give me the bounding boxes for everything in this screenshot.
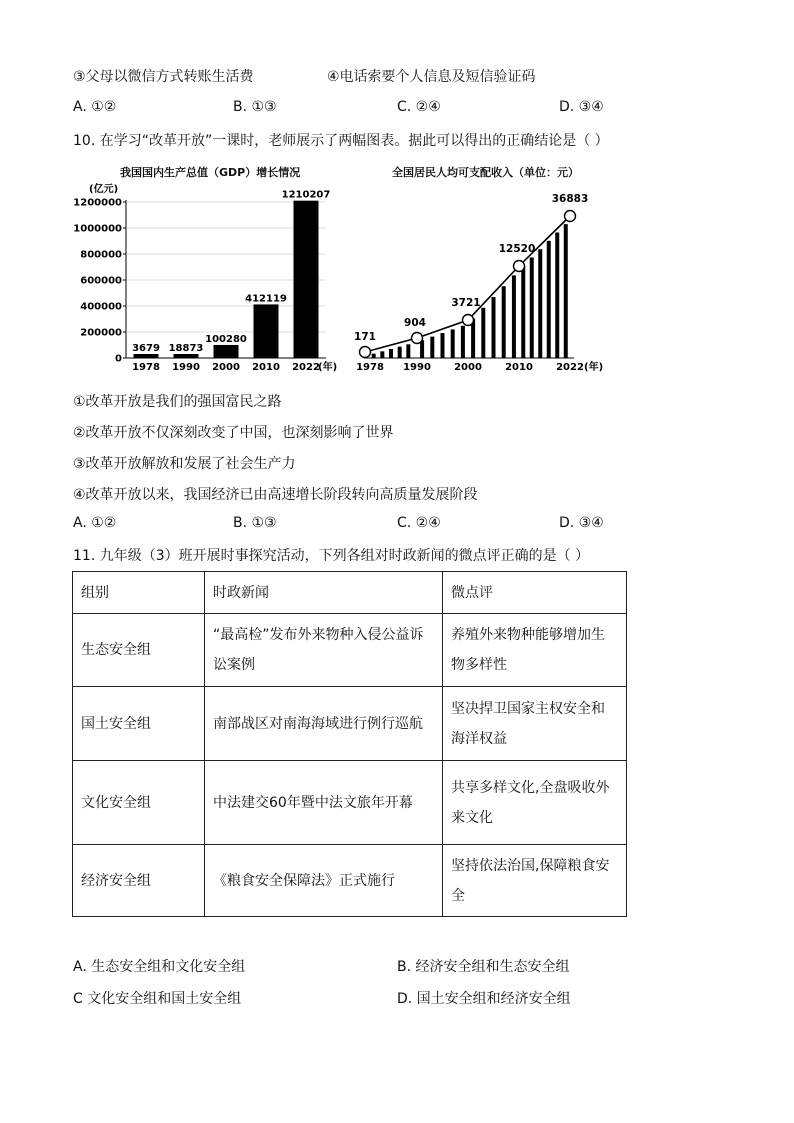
income-data-point — [514, 261, 525, 272]
gdp-bar-value-label: 18873 — [168, 343, 204, 354]
q9-options — [73, 99, 613, 119]
gdp-bar-value-label: 412119 — [245, 293, 287, 305]
income-value-label: 3721 — [451, 297, 481, 309]
income-bar — [564, 224, 568, 358]
header-group: 组别 — [73, 572, 205, 614]
q9-option-d[interactable]: D. ③④ — [559, 99, 604, 115]
income-value-label: 171 — [354, 331, 376, 343]
income-bar — [555, 233, 559, 359]
cell-group: 文化安全组 — [73, 761, 205, 845]
gdp-y-tick-label: 800000 — [80, 249, 122, 261]
income-bar — [441, 333, 445, 358]
q10-option-c[interactable]: C. ②④ — [397, 515, 441, 531]
income-bar — [492, 297, 496, 358]
q10-options — [73, 515, 613, 535]
income-bar — [538, 249, 542, 358]
income-bar — [521, 266, 525, 358]
gdp-y-tick-label: 200000 — [80, 327, 122, 339]
gdp-bar — [174, 354, 199, 358]
gdp-bar — [294, 201, 319, 358]
income-data-point — [412, 333, 423, 344]
gdp-y-tick-label: 0 — [115, 353, 122, 365]
cell-news: 中法建交60年暨中法文旅年开幕 — [205, 761, 443, 845]
gdp-bar-value-label: 3679 — [132, 343, 160, 354]
q10-option-d[interactable]: D. ③④ — [559, 515, 604, 531]
q11-option-c[interactable]: C 文化安全组和国土安全组 — [73, 991, 242, 1007]
q11-option-a[interactable]: A. 生态安全组和文化安全组 — [73, 959, 246, 975]
cell-comment: 养殖外来物种能够增加生物多样性 — [443, 614, 627, 687]
income-bar — [380, 351, 384, 358]
cell-news: 南部战区对南海海域进行例行巡航 — [205, 687, 443, 761]
income-bar — [481, 308, 485, 358]
income-x-tick-label: 1978 — [356, 362, 384, 373]
gdp-bar — [134, 354, 159, 358]
gdp-x-tick-label: 2000 — [212, 362, 240, 373]
gdp-y-unit: (亿元) — [89, 184, 119, 195]
cell-comment: 共享多样文化,全盘吸收外来文化 — [443, 761, 627, 845]
cell-news: “最高检”发布外来物种入侵公益诉讼案例 — [205, 614, 443, 687]
q10-statement-4: ④改革开放以来，我国经济已由高速增长阶段转向高质量发展阶段 — [73, 487, 478, 503]
income-value-label: 12520 — [498, 243, 536, 255]
gdp-chart-title: 我国国内生产总值（GDP）增长情况 — [120, 166, 301, 179]
q10-statement-1: ①改革开放是我们的强国富民之路 — [73, 394, 282, 410]
income-bar — [530, 258, 534, 359]
cell-group: 国土安全组 — [73, 687, 205, 761]
q9-option-c[interactable]: C. ②④ — [397, 99, 441, 115]
gdp-bar-value-label: 100280 — [205, 333, 247, 345]
q10-option-b[interactable]: B. ①③ — [233, 515, 277, 531]
q9-item-3: ③父母以微信方式转账生活费 — [73, 69, 254, 85]
income-x-tick-label: 2000 — [454, 362, 482, 373]
income-value-label: 904 — [404, 317, 426, 329]
table-row — [73, 845, 627, 917]
gdp-x-tick-label: 1990 — [172, 362, 200, 373]
income-bar — [389, 349, 393, 358]
income-bar — [430, 337, 434, 358]
q10-statement-2: ②改革开放不仅深刻改变了中国，也深刻影响了世界 — [73, 425, 394, 441]
q9-option-b[interactable]: B. ①③ — [233, 99, 277, 115]
income-x-tick-label: 2022 — [556, 362, 584, 373]
table-row — [73, 761, 627, 845]
q11-option-b[interactable]: B. 经济安全组和生态安全组 — [397, 959, 570, 975]
q11-option-d[interactable]: D. 国土安全组和经济安全组 — [397, 991, 571, 1007]
income-bar — [372, 354, 376, 358]
income-chart-title: 全国居民人均可支配收入（单位：元） — [392, 166, 579, 179]
income-data-point — [565, 211, 576, 222]
q9-option-a[interactable]: A. ①② — [73, 99, 117, 115]
table-row — [73, 614, 627, 687]
cell-comment: 坚决捍卫国家主权安全和海洋权益 — [443, 687, 627, 761]
income-bar — [502, 286, 506, 358]
income-x-unit: (年) — [584, 362, 604, 373]
income-bar-chart — [352, 190, 622, 376]
table-header-row — [73, 572, 627, 614]
gdp-x-tick-label: 2022 — [292, 362, 320, 373]
table-row — [73, 687, 627, 761]
q10-stem: 10. 在学习“改革开放”一课时，老师展示了两幅图表。据此可以得出的正确结论是（ ） — [73, 133, 609, 149]
cell-group: 生态安全组 — [73, 614, 205, 687]
income-bar — [512, 275, 516, 358]
gdp-bar-chart — [72, 178, 352, 374]
income-bar — [451, 329, 455, 358]
income-bar — [547, 241, 551, 358]
income-bar — [461, 326, 465, 358]
gdp-y-tick-label: 1000000 — [73, 223, 122, 235]
gdp-y-tick-label: 400000 — [80, 301, 122, 313]
income-data-point — [360, 347, 371, 358]
income-bar — [406, 344, 410, 358]
income-bar — [398, 347, 402, 358]
cell-group: 经济安全组 — [73, 845, 205, 917]
gdp-y-tick-label: 1200000 — [73, 197, 122, 209]
income-x-tick-label: 2010 — [505, 362, 533, 373]
income-x-tick-label: 1990 — [403, 362, 431, 373]
gdp-x-tick-label: 1978 — [132, 362, 160, 373]
gdp-bar-value-label: 1210207 — [281, 189, 331, 201]
news-comment-table — [72, 571, 627, 917]
q9-item-4: ④电话索要个人信息及短信验证码 — [327, 69, 536, 85]
gdp-y-tick-label: 600000 — [80, 275, 122, 287]
q10-option-a[interactable]: A. ①② — [73, 515, 117, 531]
gdp-x-unit: (年) — [318, 362, 338, 373]
income-value-label: 36883 — [551, 193, 589, 205]
cell-news: 《粮食安全保障法》正式施行 — [205, 845, 443, 917]
gdp-bar — [214, 345, 239, 358]
header-news: 时政新闻 — [205, 572, 443, 614]
cell-comment: 坚持依法治国,保障粮食安全 — [443, 845, 627, 917]
gdp-bar — [254, 304, 279, 358]
gdp-x-tick-label: 2010 — [252, 362, 280, 373]
q11-stem: 11. 九年级（3）班开展时事探究活动，下列各组对时政新闻的微点评正确的是（ ） — [73, 548, 590, 564]
income-data-point — [463, 315, 474, 326]
header-comment: 微点评 — [443, 572, 627, 614]
q10-statement-3: ③改革开放解放和发展了社会生产力 — [73, 456, 296, 472]
